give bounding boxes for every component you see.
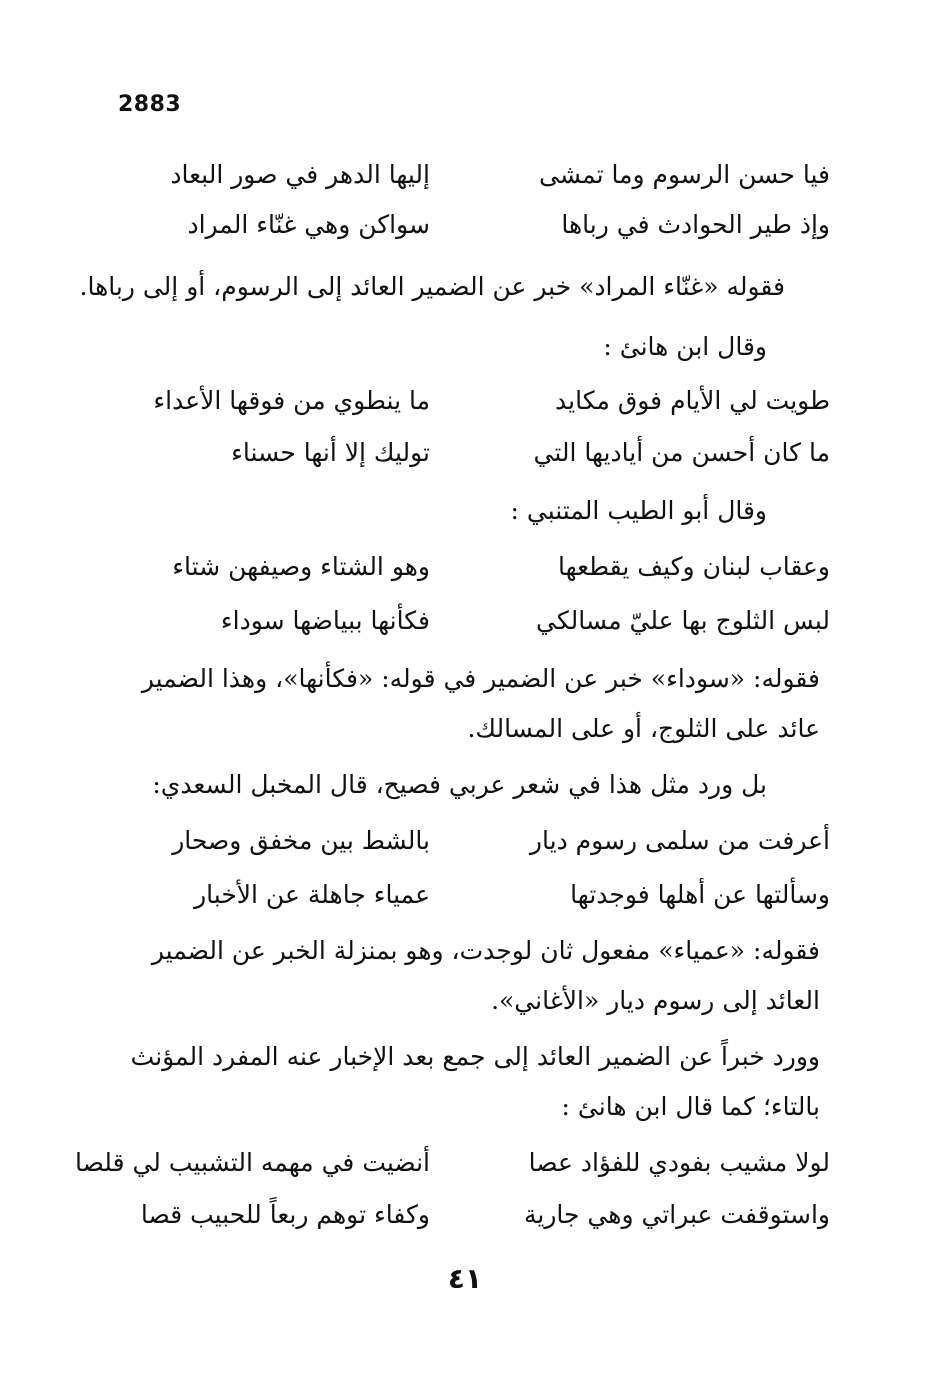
verse-intro: بل ورد مثل هذا في شعر عربي فصيح، قال المخبل السعدي: [152,770,767,799]
verse-first-hemistich: وإذ طير الحوادث في رباها [561,210,830,239]
verse-intro: وقال أبو الطيب المتنبي : [510,496,767,525]
verse-second-hemistich: ما ينطوي من فوقها الأعداء [153,386,430,415]
paragraph: فقوله «غنّاء المراد» خبر عن الضمير العائد إلى الرسوم، أو إلى رباها. [79,272,785,301]
verse-second-hemistich: أنضيت في مهمه التشبيب لي قلصا [75,1148,430,1177]
verse-line [110,1200,830,1240]
verse-first-hemistich: طويت لي الأيام فوق مكايد [555,386,830,415]
verse-first-hemistich: أعرفت من سلمى رسوم ديار [529,826,830,855]
verse-second-hemistich: بالشط بين مخفق وصحار [172,826,430,855]
verse-first-hemistich: ما كان أحسن من أياديها التي [533,438,830,467]
verse-first-hemistich: فيا حسن الرسوم وما تمشى [538,160,830,189]
verse-first-hemistich: وعقاب لبنان وكيف يقطعها [557,552,830,581]
verse-first-hemistich: لولا مشيب بفودي للفؤاد عصا [528,1148,830,1177]
verse-intro: وقال ابن هانئ : [603,332,767,361]
verse-first-hemistich: لبس الثلوج بها عليّ مسالكي [536,606,830,635]
verse-line [110,880,830,920]
verse-line [110,210,830,250]
verse-line [110,438,830,478]
paragraph-line: العائد إلى رسوم ديار «الأغاني». [491,986,820,1015]
verse-line [110,552,830,592]
verse-second-hemistich: سواكن وهي غنّاء المراد [187,210,430,239]
paragraph-line: فقوله: «سوداء» خبر عن الضمير في قوله: «فكأنها»، وهذا الضمير [141,664,820,693]
verse-second-hemistich: عمياء جاهلة عن الأخبار [194,880,430,909]
paragraph-line: عائد على الثلوج، أو على المسالك. [467,714,820,743]
page-number: ٤١ [447,1262,483,1295]
verse-first-hemistich: واستوقفت عبراتي وهي جارية [523,1200,830,1229]
verse-second-hemistich: وهو الشتاء وصيفهن شتاء [172,552,430,581]
verse-line [110,386,830,426]
verse-line [110,160,830,200]
paragraph-line: وورد خبراً عن الضمير العائد إلى جمع بعد الإخبار عنه المفرد المؤنث [130,1042,820,1071]
verse-second-hemistich: وكفاء توهم ربعاً للحبيب قصا [140,1200,430,1229]
verse-second-hemistich: إليها الدهر في صور البعاد [170,160,430,189]
page-id: 2883 [118,92,182,117]
verse-line [75,1148,830,1188]
verse-second-hemistich: توليك إلا أنها حسناء [231,438,430,467]
verse-line [110,826,830,866]
paragraph-line: فقوله: «عمياء» مفعول ثان لوجدت، وهو بمنزلة الخبر عن الضمير [151,936,820,965]
verse-line [110,606,830,646]
paragraph-line: بالتاء؛ كما قال ابن هانئ : [561,1092,820,1121]
verse-first-hemistich: وسألتها عن أهلها فوجدتها [570,880,830,909]
verse-second-hemistich: فكأنها ببياضها سوداء [220,606,430,635]
